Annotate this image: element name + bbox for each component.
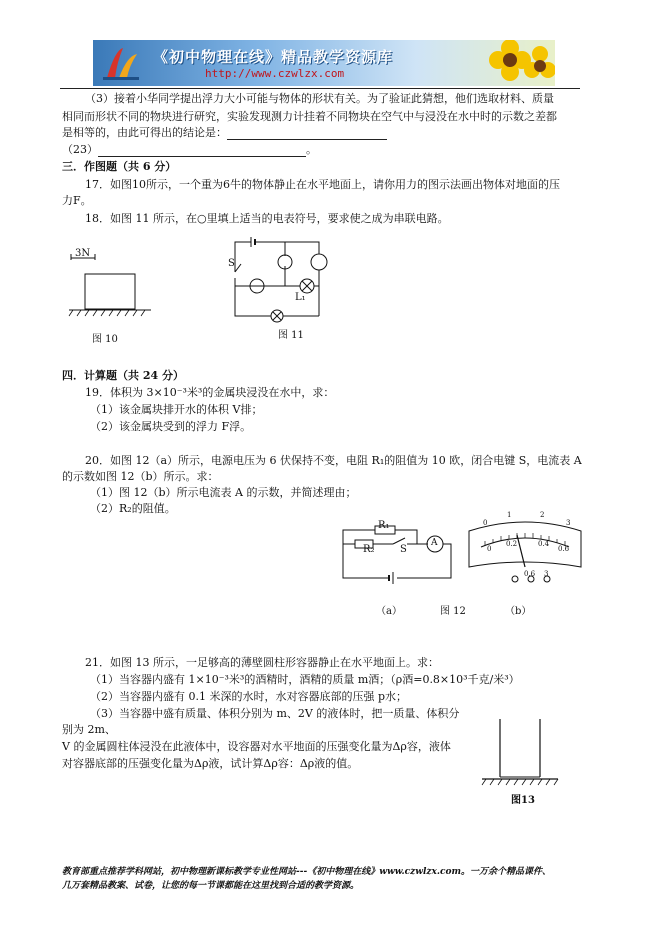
fig12-r2-label: R₂ bbox=[363, 544, 375, 555]
q21-part3b: 别为 2m、 bbox=[62, 723, 116, 736]
fig11-lamp-label: L₁ bbox=[295, 292, 306, 303]
meter-tick-inner-0: 0 bbox=[487, 545, 492, 553]
meter-tick-outer-1: 1 bbox=[507, 511, 512, 519]
fig10-caption: 图 10 bbox=[92, 334, 118, 345]
q16-line4: （23） 。 bbox=[62, 143, 317, 156]
fig12-r1-label: R₁ bbox=[378, 520, 390, 531]
banner-title: 《初中物理在线》精品教学资源库 bbox=[153, 48, 394, 66]
meter-terminal-0-6: 0.6 bbox=[524, 570, 536, 578]
sunflower-icon bbox=[488, 40, 555, 86]
q19-part1: （1）该金属块排开水的体积 V排； bbox=[90, 403, 263, 416]
meter-tick-inner-1: 0.2 bbox=[506, 540, 518, 548]
site-logo-icon bbox=[101, 44, 141, 82]
meter-tick-outer-0: 0 bbox=[483, 519, 488, 527]
section4-heading: 四．计算题（共 24 分） bbox=[62, 369, 184, 382]
q17-line2: 力F。 bbox=[62, 194, 92, 207]
q20-line2: 的示数如图 12（b）所示。求： bbox=[62, 470, 219, 483]
q20-part1: （1）图 12（b）所示电流表 A 的示数，并简述理由； bbox=[90, 486, 357, 499]
meter-tick-inner-3: 0.6 bbox=[558, 545, 570, 553]
fig12-switch-label: S bbox=[400, 544, 407, 555]
figure-12b-ammeter bbox=[465, 517, 585, 602]
fig10-force-label: 3N bbox=[75, 248, 91, 259]
figure-12a-circuit bbox=[333, 518, 463, 590]
meter-tick-outer-3: 3 bbox=[566, 519, 571, 527]
fig12-caption-b: （b） bbox=[505, 606, 532, 617]
q16-line2: 相同而形状不同的物块进行研究，实验发现测力计挂着不同物块在空气中与浸没在水中时的示数之差都 bbox=[62, 110, 557, 123]
q16-line1: （3）接着小华同学提出浮力大小可能与物体的形状有关。为了验证此猜想，他们选取材料、质量 bbox=[85, 92, 554, 105]
fig12-ammeter-label: A bbox=[431, 538, 438, 548]
answer-blank bbox=[227, 127, 387, 140]
fig11-caption: 图 11 bbox=[278, 330, 304, 341]
footer-line1: 教育部重点推荐学科网站，初中物理新课标教学专业性网站---《初中物理在线》www.czwlzx.com。一万余个精品课件、 bbox=[62, 867, 552, 877]
q18-text: 18．如图 11 所示，在○里填上适当的电表符号，要求使之成为串联电路。 bbox=[85, 212, 449, 225]
q19-text: 19．体积为 3×10⁻³米³的金属块浸没在水中，求： bbox=[85, 386, 335, 399]
answer-blank-23 bbox=[98, 144, 306, 157]
q21-part1: （1）当容器内盛有 1×10⁻³米³的酒精时，酒精的质量 m酒；（ρ酒=0.8×10³千克/米³） bbox=[90, 673, 520, 686]
meter-terminal-3: 3 bbox=[544, 570, 549, 578]
q17-line1: 17．如图10所示，一个重为6牛的物体静止在水平地面上，请你用力的图示法画出物体对地面的压 bbox=[85, 178, 560, 191]
fig13-caption: 图13 bbox=[511, 795, 535, 806]
q20-line1: 20．如图 12（a）所示，电源电压为 6 伏保持不变，电阻 R₁的阻值为 10 欧，闭合电键 S，电流表 A bbox=[85, 454, 582, 467]
meter-tick-inner-2: 0.4 bbox=[538, 540, 550, 548]
fig12-caption: 图 12 bbox=[440, 606, 466, 617]
fig11-switch-label: S bbox=[228, 258, 235, 269]
header-banner bbox=[93, 40, 555, 86]
q21-part2: （2）当容器内盛有 0.1 米深的水时，水对容器底部的压强 p水； bbox=[90, 690, 408, 703]
q21-part3d: 对容器底部的压强变化量为Δρ液，试计算Δρ容：Δρ液的值。 bbox=[62, 757, 359, 770]
meter-tick-outer-2: 2 bbox=[540, 511, 545, 519]
header-rule bbox=[60, 88, 580, 89]
footer-line2: 几万套精品教案、试卷，让您的每一节课都能在这里找到合适的教学资源。 bbox=[62, 881, 360, 891]
figure-11-circuit bbox=[225, 236, 345, 326]
banner-url: http://www.czwlzx.com bbox=[205, 67, 345, 80]
q21-part3a: （3）当容器中盛有质量、体积分别为 m、2V 的液体时，把一质量、体积分 bbox=[90, 707, 460, 720]
q21-line1: 21．如图 13 所示，一足够高的薄壁圆柱形容器静止在水平地面上。求： bbox=[85, 656, 439, 669]
q20-part2: （2）R₂的阻值。 bbox=[90, 502, 176, 515]
figure-13-container bbox=[480, 715, 560, 787]
q21-part3c: V 的金属圆柱体浸没在此液体中，设容器对水平地面的压强变化量为Δρ容，液体 bbox=[62, 740, 451, 753]
q16-line3: 是相等的，由此可得出的结论是： bbox=[62, 126, 387, 140]
section3-heading: 三．作图题（共 6 分） bbox=[62, 160, 177, 173]
q19-part2: （2）该金属块受到的浮力 F浮。 bbox=[90, 420, 252, 433]
fig12-caption-a: （a） bbox=[376, 606, 402, 617]
